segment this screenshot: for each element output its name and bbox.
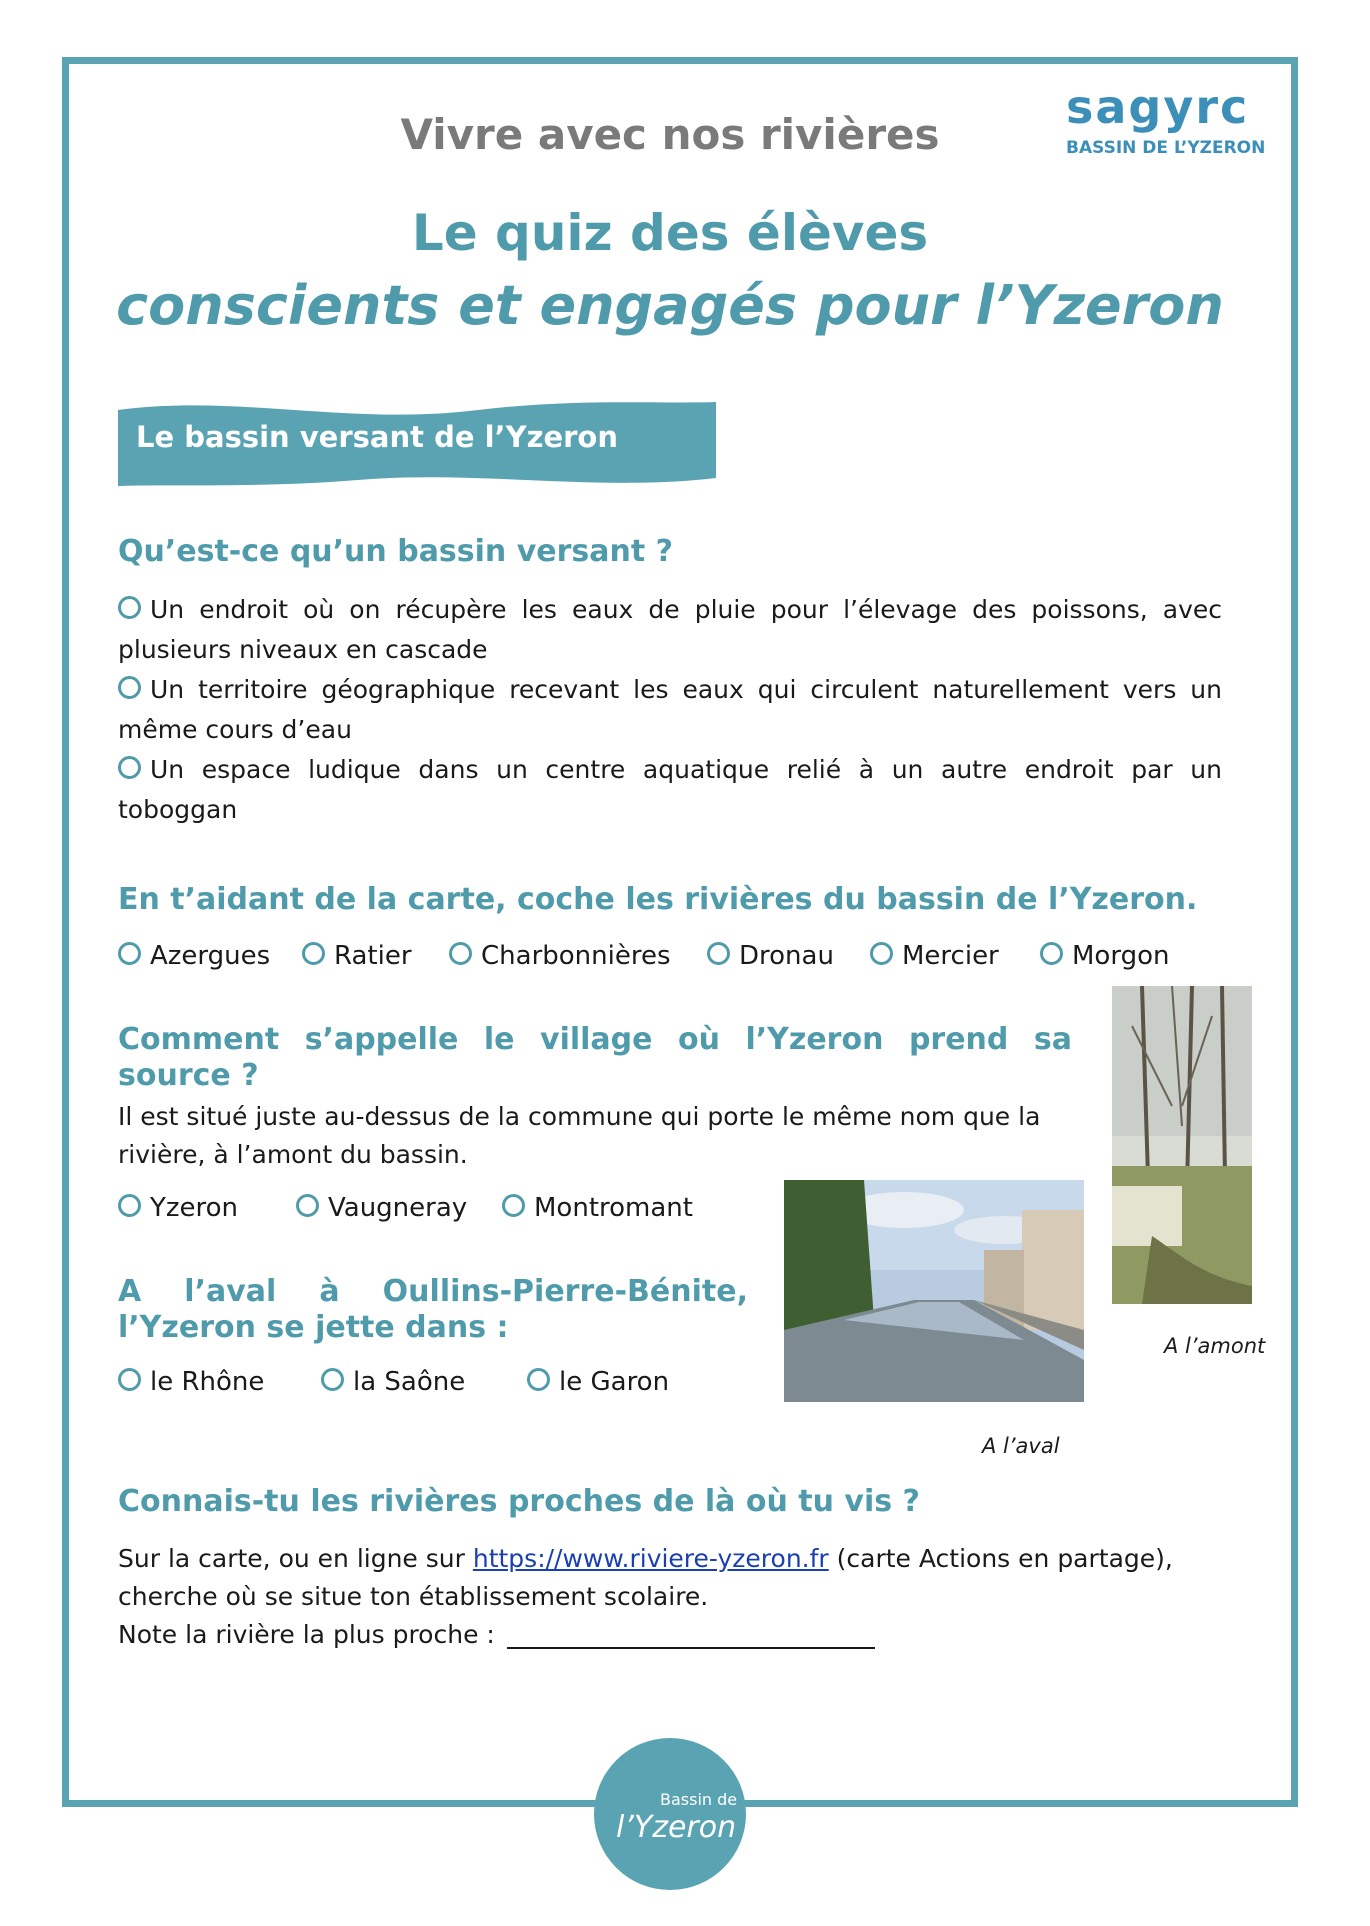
q3-title: Comment s’appelle le village où l’Yzeron prend sa source ? xyxy=(118,1022,1072,1093)
q4-option-label: la Saône xyxy=(353,1367,466,1397)
q5-note-label: Note la rivière la plus proche : xyxy=(118,1620,495,1649)
q4-option-rhone[interactable] xyxy=(118,1364,264,1400)
q2-option-label: Dronau xyxy=(739,941,834,971)
photo-amont-image xyxy=(1112,986,1252,1304)
q4-option-label: le Garon xyxy=(559,1367,670,1397)
q1-title: Qu’est-ce qu’un bassin versant ? xyxy=(118,534,674,569)
q2-option-dronau[interactable] xyxy=(707,938,834,974)
q5-title: Connais-tu les rivières proches de là où tu vis ? xyxy=(118,1484,920,1519)
website-link[interactable]: https://www.riviere-yzeron.fr xyxy=(472,1544,829,1573)
q2-option-mercier[interactable] xyxy=(870,938,999,974)
q3-option-label: Vaugneray xyxy=(328,1193,468,1223)
q3-text: Il est situé juste au-dessus de la commune qui porte le même nom que la rivière, à l’amont du bassin. xyxy=(118,1102,1041,1169)
radio-icon[interactable] xyxy=(118,676,141,699)
photo-amont xyxy=(1112,986,1252,1304)
q3-option-vaugneray[interactable] xyxy=(296,1190,467,1226)
radio-icon[interactable] xyxy=(321,1368,344,1391)
q4-option-saone[interactable] xyxy=(321,1364,465,1400)
q5-note-row xyxy=(118,1616,1228,1654)
radio-icon[interactable] xyxy=(502,1194,525,1217)
q4-option-label: le Rhône xyxy=(150,1367,265,1397)
logo-word: sagyrc xyxy=(1066,80,1250,134)
q2-title: En t’aidant de la carte, coche les rivières du bassin de l’Yzeron. xyxy=(118,882,1198,917)
answer-blank-line[interactable] xyxy=(507,1621,875,1649)
logo-bottom-line2: l’Yzeron xyxy=(616,1810,737,1845)
q5-text-after-link: (carte Actions en partage), cherche où se situe ton établissement scolaire. xyxy=(118,1544,1173,1611)
photo-aval-image xyxy=(784,1180,1084,1402)
banner-label: Le bassin versant de l’Yzeron xyxy=(136,420,618,454)
radio-icon[interactable] xyxy=(870,942,893,965)
q2-option-label: Charbonnières xyxy=(481,941,671,971)
q2-option-label: Morgon xyxy=(1072,941,1170,971)
photo-aval xyxy=(784,1180,1084,1402)
section-banner xyxy=(118,400,716,486)
q3-option-montromant[interactable] xyxy=(502,1190,693,1226)
q2-option-charbonnieres[interactable] xyxy=(449,938,671,974)
q1-option-1-label: Un endroit où on récupère les eaux de pluie pour l’élevage des poissons, avec plusieurs niveaux en cascade xyxy=(118,595,1222,664)
bassin-yzeron-logo xyxy=(594,1738,746,1890)
radio-icon[interactable] xyxy=(118,1194,141,1217)
radio-icon[interactable] xyxy=(296,1194,319,1217)
radio-icon[interactable] xyxy=(118,942,141,965)
q1-option-1[interactable] xyxy=(118,590,1222,670)
q1-option-3-label: Un espace ludique dans un centre aquatique relié à un autre endroit par un toboggan xyxy=(118,755,1222,824)
q4-option-garon[interactable] xyxy=(527,1364,669,1400)
page-title-line2: conscients et engagés pour l’Yzeron xyxy=(116,274,1224,337)
q3-option-label: Montromant xyxy=(534,1193,693,1223)
q5-text xyxy=(118,1540,1228,1654)
radio-icon[interactable] xyxy=(1040,942,1063,965)
radio-icon[interactable] xyxy=(707,942,730,965)
q1-options xyxy=(118,590,1222,830)
q3-option-yzeron[interactable] xyxy=(118,1190,238,1226)
page-title-line1: Le quiz des élèves xyxy=(411,204,929,262)
photo-aval-caption: A l’aval xyxy=(982,1434,1060,1458)
radio-icon[interactable] xyxy=(118,756,141,779)
q2-option-ratier[interactable] xyxy=(302,938,412,974)
page-subtitle: Vivre avec nos rivières xyxy=(400,110,940,159)
logo-subtitle: BASSIN DE L’YZERON xyxy=(1066,138,1266,158)
q1-option-2-label: Un territoire géographique recevant les eaux qui circulent naturellement vers un même cours d’eau xyxy=(118,675,1222,744)
q2-option-label: Mercier xyxy=(902,941,999,971)
photo-amont-caption: A l’amont xyxy=(1164,1334,1266,1358)
q2-option-azergues[interactable] xyxy=(118,938,270,974)
q4-title: A l’aval à Oullins-Pierre-Bénite, l’Yzeron se jette dans : xyxy=(118,1274,748,1345)
radio-icon[interactable] xyxy=(527,1368,550,1391)
q2-option-label: Azergues xyxy=(150,941,271,971)
q1-option-3[interactable] xyxy=(118,750,1222,830)
q2-option-morgon[interactable] xyxy=(1040,938,1169,974)
radio-icon[interactable] xyxy=(302,942,325,965)
q5-text-before-link: Sur la carte, ou en ligne sur xyxy=(118,1544,473,1573)
radio-icon[interactable] xyxy=(449,942,472,965)
q2-option-label: Ratier xyxy=(334,941,412,971)
q3-option-label: Yzeron xyxy=(150,1193,239,1223)
q1-option-2[interactable] xyxy=(118,670,1222,750)
radio-icon[interactable] xyxy=(118,596,141,619)
radio-icon[interactable] xyxy=(118,1368,141,1391)
logo-bottom-line1: Bassin de xyxy=(660,1790,738,1809)
